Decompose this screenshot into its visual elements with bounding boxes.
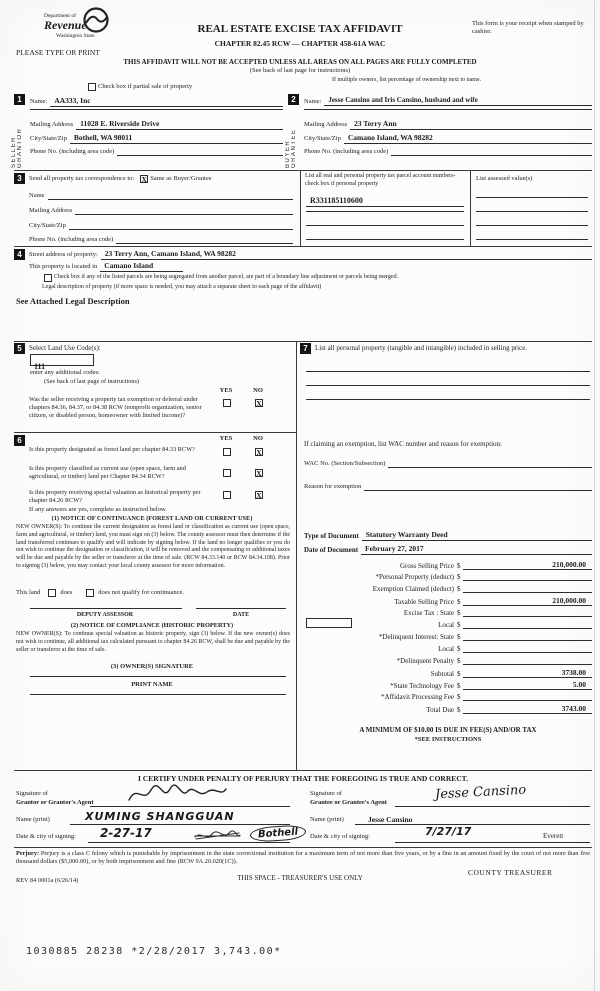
subtotal-field[interactable]: 3738.00 [463,668,593,678]
checkmark: X [256,469,262,478]
grantor-signature-line[interactable] [90,798,290,807]
continuance-row [16,589,184,597]
grantee-printed-name[interactable]: Jesse Cansino [368,815,413,824]
deferral-question: Was the seller receiving a property tax exemption or deferral under chapters 84.36, 84.37, or 84.38 RCW (nonprofit organization, senior citizen, or disabled person, homeowner with limited income)? [29,396,202,420]
legal-description-value[interactable]: See Attached Legal Description [16,296,130,306]
county-treasurer-label: COUNTY TREASURER [468,868,553,877]
perjury-top-rule [14,847,592,848]
land-use-code-value: 111 [34,362,46,371]
buyer-side-label [285,108,297,168]
money-label: *Delinquent Interest: State [378,633,454,641]
money-label: Exemption Claimed (deduct) [372,585,454,593]
seller-csz-row [30,133,283,144]
forest-no-checkbox[interactable] [255,448,263,456]
section-6-number: 6 [14,435,25,446]
money-label: *Personal Property (deduct) [375,573,454,581]
tech-fee-field[interactable]: 5.00 [463,680,593,690]
current-use-no-checkbox[interactable] [255,469,263,477]
corr-mailing-label: Mailing Address [29,207,73,214]
assessed-line-4[interactable] [476,231,588,240]
date-label: DATE [232,612,250,618]
money-label: *Affidavit Processing Fee [381,693,454,701]
section6-yes-header: YES [219,435,233,442]
grantee-signature-line[interactable] [395,798,590,807]
personal-property-deduct-field[interactable] [463,572,593,581]
exemption-instruction: If claiming an exemption, list WAC number and reason for exemption: [304,440,502,448]
section-3-divider-2 [470,170,471,246]
money-row-total-due [304,704,592,714]
section5-no-header: NO [253,387,263,394]
notice2-title: (2) NOTICE OF COMPLIANCE (HISTORIC PROPERTY) [70,622,234,629]
corr-mailing-field[interactable] [75,207,293,215]
money-label: Taxable Selling Price [394,598,454,606]
print-name-label: PRINT NAME [131,681,173,688]
deputy-assessor-signature-line[interactable] [30,600,182,609]
taxable-selling-field[interactable]: 210,000.00 [463,596,593,606]
delinq-interest-local-field[interactable] [463,644,593,653]
excise-local-field[interactable] [463,620,593,629]
dollar-sign: $ [457,598,461,606]
type-doc-label: Type of Document [304,531,359,540]
buyer-csz-field[interactable]: Camano Island, WA 98282 [344,133,592,144]
wac-field[interactable] [388,460,592,468]
section-3-number: 3 [14,173,25,184]
buyer-phone-label: Phone No. (including area code) [304,148,389,155]
money-label: Local [438,621,454,629]
column-divider [296,341,297,770]
grantor-date-value[interactable]: 2-27-17 [100,826,152,840]
parcel-number-field[interactable]: R331185110600 [306,196,464,207]
dollar-sign: $ [457,645,461,653]
parcel-numbers-header: List all real and personal property tax parcel account numbers-check box if personal property [305,173,456,187]
money-row-gross-selling [304,560,592,570]
historic-yes-checkbox[interactable] [223,491,231,499]
excise-state-field[interactable] [463,608,593,617]
wac-row [304,460,592,468]
section-3-top-rule [14,170,592,171]
same-as-buyer-label: Same as Buyer/Grantee [150,175,212,182]
grantee-name-print-label: Name (print) [310,816,344,823]
wac-label: WAC No. (Section/Subsection) [304,460,386,467]
receipt-note: This form is your receipt when stamped by cashier. [472,20,584,36]
buyer-phone-row [304,148,592,156]
grantee-word: GRANTEE [291,128,297,168]
money-label: *Delinquent Penalty [396,657,454,665]
seller-mailing-field[interactable]: 11028 E. Riverside Drive [76,119,283,130]
money-row-local-1 [304,620,592,629]
money-label: Subtotal [430,670,454,678]
money-row-delinq-interest-state [304,632,592,641]
buyer-name-label: Name: [304,97,322,105]
owners-signature-label: (3) OWNER(S) SIGNATURE [110,663,194,670]
assessed-line-2[interactable] [476,203,588,212]
dollar-sign: $ [457,693,461,701]
minimum-due-note: A MINIMUM OF $10.00 IS DUE IN FEE(S) AND/OR TAX [359,726,537,734]
section5-yes-header: YES [219,387,233,394]
deferral-no-checkbox[interactable] [255,399,263,407]
print-name-line[interactable] [30,686,286,695]
money-row-tech-fee [304,680,592,690]
street-address-label: Street address of property: [29,251,98,259]
does-not-label: does not qualify for continuance. [98,589,185,596]
send-correspondence-label: Send all property tax correspondence to: [29,175,135,182]
exemption-claimed-field[interactable] [463,584,593,593]
dollar-sign: $ [457,562,461,570]
parcel-line-4[interactable] [306,231,464,240]
historic-question: Is this property receiving special valuation as historical property per chapter 84.26 RCW? [29,489,201,505]
dollar-sign: $ [457,682,461,690]
logo-revenue-text: Revenue [44,18,87,32]
personal-property-label: List all personal property (tangible and intangible) included in selling price. [315,344,528,352]
money-row-subtotal [304,668,592,678]
type-of-document-row [304,530,592,541]
legal-description-label: Legal description of property (if more space is needed, you may attach a separate sheet to each page of the affidavit) [42,284,322,290]
section-4-top-rule [14,246,592,247]
money-label: Excise Tax : State [403,609,454,617]
money-row-taxable-selling [304,596,592,606]
delinq-penalty-field[interactable] [463,656,593,665]
section-5-number: 5 [14,343,25,354]
buyer-extra-line[interactable] [304,101,592,110]
parcel-line-3[interactable] [306,217,464,226]
section5-see-back: (See back of last page of instructions) [44,378,140,385]
dollar-sign: $ [457,609,461,617]
see-back-note: (See back of last page for instructions) [249,67,351,74]
corr-csz-label: City/State/Zip [29,222,66,229]
seller-extra-line[interactable] [30,101,283,110]
partial-sale-row [86,83,192,91]
seller-mailing-label: Mailing Address [30,121,74,129]
corr-name-label: Name [29,192,45,199]
buyer-phone-field[interactable] [391,148,592,156]
forest-land-question: Is this property designated as forest land per chapter 84.33 RCW? [29,446,195,453]
assessed-values-header: List assessed value(s) [476,175,533,182]
dollar-sign: $ [457,621,461,629]
current-use-yes-checkbox[interactable] [223,469,231,477]
form-title: REAL ESTATE EXCISE TAX AFFIDAVIT [197,23,403,35]
partial-sale-label: Check box if partial sale of property [98,83,193,90]
current-use-question: Is this property classified as current use (open space, farm and agricultural, or timber) land per Chapter 84.34 RCW? [29,465,186,481]
grantee-signature-image[interactable]: Jesse Cansino [434,782,527,803]
grantee-role-label: Grantee or Grantee's Agent [310,799,387,806]
dollar-sign: $ [457,657,461,665]
please-type-or-print: PLEASE TYPE OR PRINT [16,48,100,57]
grantor-city-value[interactable]: Bothell [250,824,307,843]
seller-name-field[interactable]: AA333, Inc [50,96,283,107]
scan-edge-artifact [594,0,595,991]
section-5-top-rule [14,341,592,342]
section-1-number: 1 [14,94,25,105]
checkmark: X [256,448,262,457]
grantor-date-city-label: Date & city of signing: [16,833,76,840]
deferral-yes-checkbox[interactable] [223,399,231,407]
additional-codes-label: enter any additional codes: [30,369,100,376]
grantor-printed-name[interactable]: XUMING SHANGGUAN [85,810,235,823]
type-doc-field[interactable]: Statutory Warranty Deed [362,530,592,541]
seller-csz-field[interactable]: Bothell, WA 98011 [70,133,283,144]
money-row-personal-property [304,572,592,581]
section-3-divider-1 [300,170,301,246]
grantor-word: GRANTOR [17,127,23,168]
not-accepted-warning: THIS AFFIDAVIT WILL NOT BE ACCEPTED UNLESS ALL AREAS ON ALL PAGES ARE FULLY COMPLETED [123,58,477,66]
seller-phone-row [30,148,283,156]
date-doc-field[interactable]: February 27, 2017 [361,544,592,555]
section-2-number: 2 [288,94,299,105]
seller-word: SELLER [11,135,17,168]
certification-statement: I CERTIFY UNDER PENALTY OF PERJURY THAT THE FOREGOING IS TRUE AND CORRECT. [137,774,468,783]
correspondence-phone-row [29,236,293,244]
correspondence-row [29,175,293,183]
historic-no-checkbox[interactable] [255,491,263,499]
buyer-csz-row [304,133,592,144]
reason-field[interactable] [364,483,592,491]
grantee-name-line[interactable] [355,816,590,825]
seller-mailing-row [30,119,283,130]
money-label: Total Due [426,706,454,714]
land-use-code-field[interactable] [30,354,94,371]
this-land-label: This land [16,589,41,596]
grantor-name-print-label: Name (print) [16,816,50,823]
money-label: Gross Selling Price [399,562,454,570]
date-doc-label: Date of Document [304,545,359,554]
assessed-line-1[interactable] [476,189,588,198]
grantee-signature-of-label: Signature of [310,790,342,797]
see-instructions-note: *SEE INSTRUCTIONS [414,736,482,743]
form-revision-number: REV 84 0001a (6/26/14) [16,877,79,884]
section6-no-header: NO [253,435,263,442]
deputy-assessor-label: DEPUTY ASSESSOR [76,612,134,618]
notice1-title: (1) NOTICE OF CONTINUANCE (FOREST LAND OR CURRENT USE) [51,515,253,522]
forest-yes-checkbox[interactable] [223,448,231,456]
located-in-field[interactable]: Camano Island [100,261,183,272]
grantor-role-label: Grantor or Grantor's Agent [16,799,94,806]
perjury-lead: Perjury: [16,850,40,857]
buyer-csz-label: City/State/Zip [304,135,341,143]
grantee-date-value[interactable]: 7/27/17 [425,825,472,838]
cashier-receipt-stamp: 1030885 28238 *2/28/2017 3,743.00* [26,946,282,957]
seller-phone-label: Phone No. (including area code) [30,148,115,155]
corr-name-field[interactable] [48,192,293,200]
corr-csz-field[interactable] [69,222,293,230]
seller-csz-label: City/State/Zip [30,135,67,143]
grantor-name-line[interactable] [70,816,290,825]
checkmark: X [256,399,262,408]
section-4-number: 4 [14,249,25,260]
certification-top-rule [14,770,592,771]
corr-phone-field[interactable] [116,236,293,244]
personal-property-line-1[interactable] [306,363,590,372]
segregated-checkbox[interactable] [44,274,52,282]
logo-state-text: Washington State [56,33,95,39]
does-not-checkbox[interactable] [86,589,94,597]
buyer-name-field[interactable]: Jesse Cansino and Iris Cansino, husband and wife [324,96,592,106]
processing-fee-field[interactable] [463,692,593,701]
section-7-number: 7 [300,343,311,354]
perjury-text: Perjury is a class C felony which is punishable by imprisonment in the state correctional institution for a maximum term of not more than five years, or by a fine in an amount fixed by the court of not more than five thousand dollars ($5,000.00), or by both imprisonment and fine (RCW 9A.20.020(1C)). [16,850,590,866]
correspondence-name-row [29,192,293,200]
money-label: Local [438,645,454,653]
grantee-city-value[interactable]: Everett [543,832,564,840]
money-row-processing-fee [304,692,592,701]
seller-phone-field[interactable] [117,148,283,156]
deputy-date-line[interactable] [196,600,286,609]
total-due-field[interactable]: 3743.00 [463,704,593,714]
partial-sale-checkbox[interactable] [88,83,96,91]
located-in-row [29,261,183,272]
assessed-line-3[interactable] [476,217,588,226]
section-6-top-rule [14,432,296,433]
parcel-line-2[interactable] [306,203,464,212]
perjury-paragraph [16,850,590,866]
street-address-row [29,249,592,260]
money-row-delinq-penalty [304,656,592,665]
reason-label: Reason for exemption [304,483,362,490]
money-row-local-2 [304,644,592,653]
buyer-mailing-label: Mailing Address [304,121,348,129]
notice2-body: NEW OWNER(S): To continue special valuation as historic property, sign (3) below. If the new owner(s) does not wish to continue, all additional tax calculated pursuant to chapter 84.26 RCW, shall be due and payable by the seller or transferor at the time of sale. [16,631,290,653]
personal-property-line-2[interactable] [306,377,590,386]
treasurer-use-only-label: THIS SPACE - TREASURER'S USE ONLY [237,874,363,882]
seller-side-label [11,108,23,168]
reason-row [304,483,592,491]
checkmark: X [256,491,262,500]
same-as-buyer-checkbox[interactable] [140,175,148,183]
dollar-sign: $ [457,585,461,593]
logo-dept-text: Department of [44,13,76,19]
buyer-word: BUYER [285,139,291,168]
delinq-interest-state-field[interactable] [463,632,593,641]
land-use-label: Select Land Use Code(s): [29,344,101,352]
money-row-excise-state [304,608,592,617]
gross-selling-field[interactable]: 210,000.00 [463,560,593,570]
dollar-sign: $ [457,670,461,678]
buyer-mailing-field[interactable]: 23 Terry Ann [350,119,592,130]
buyer-mailing-row [304,119,592,130]
segregated-row [42,274,590,282]
money-label: *State Technology Fee [390,682,454,690]
grantee-date-line[interactable] [395,834,590,843]
money-row-exemption-claimed [304,584,592,593]
does-label: does [60,589,73,596]
located-in-label: This property is located in [29,263,98,271]
notice1-body: NEW OWNER(S): To continue the current designation as forest land or classification as current use (open space, farm and agricultural, or timber) land, you must sign on (3) below. The county assessor must then determine if the land transferred continues to qualify and will indicate by signing below. If the land no longer qualifies or you do not wish to continue the designation or classification, it will be removed and the compensating or additional taxes will be due and payable by the seller or transferor at the time of sale. (RCW 84.33.140 or RCW 84.34.108). Prior to signing (3) below, you may contact your local county assessor for more information. [16,524,290,569]
seller-name-label: Name: [30,98,48,106]
date-of-document-row [304,544,592,555]
grantor-date-line[interactable] [88,834,290,843]
checkmark: X [141,175,147,185]
correspondence-csz-row [29,222,293,230]
dollar-sign: $ [457,573,461,581]
chapter-line: CHAPTER 82.45 RCW — CHAPTER 458-61A WAC [214,39,386,48]
correspondence-mailing-row [29,207,293,215]
dollar-sign: $ [457,706,461,714]
grantor-signature-of-label: Signature of [16,790,48,797]
if-yes-instruction: If any answers are yes, complete as instructed below. [29,506,167,513]
dollar-sign: $ [457,633,461,641]
does-checkbox[interactable] [48,589,56,597]
corr-phone-label: Phone No. (including area code) [29,236,114,243]
owners-signature-line[interactable] [30,668,286,677]
segregated-label: Check box if any of the listed parcels are being segregated from another parcel, are part of a boundary line adjustment or parcels being merged. [54,274,399,281]
street-address-field[interactable]: 23 Terry Ann, Camano Island, WA 98282 [101,249,592,260]
grantee-date-city-label: Date & city of signing: [310,833,370,840]
personal-property-line-3[interactable] [306,391,590,400]
multiple-owners-note: If multiple owners, list percentage of ownership next to name. [332,77,482,83]
